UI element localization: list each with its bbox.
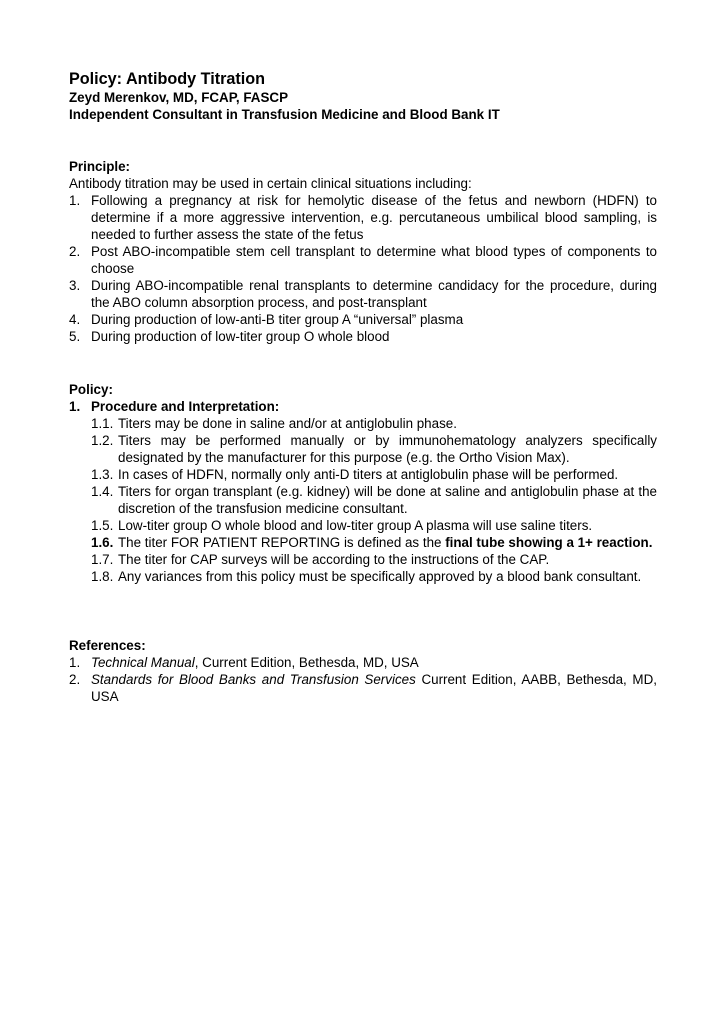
- item-text: During ABO-incompatible renal transplants to determine candidacy for the procedure, during the ABO column absorption process, and post-transplant: [91, 278, 657, 310]
- item-number: 1.: [69, 655, 81, 670]
- item-text: During production of low-titer group O whole blood: [91, 329, 390, 344]
- section-number: 1.: [69, 399, 81, 414]
- policy-item: [69, 517, 657, 534]
- item-number: 1.3.: [91, 467, 114, 482]
- item-text: During production of low-anti-B titer group A “universal” plasma: [91, 312, 464, 327]
- item-text: The titer for CAP surveys will be according to the instructions of the CAP.: [118, 552, 550, 567]
- policy-item: [69, 551, 657, 568]
- references-heading: References:: [69, 638, 146, 653]
- policy-section: [69, 398, 657, 415]
- policy-list: [69, 398, 657, 415]
- item-bold-text: final tube showing a 1+ reaction.: [445, 535, 653, 550]
- principle-item: [69, 328, 657, 345]
- policy-item: [69, 466, 657, 483]
- item-text: Titers may be done in saline and/or at antiglobulin phase.: [118, 416, 457, 431]
- reference-details: Current Edition, AABB, Bethesda, MD, USA: [91, 672, 657, 704]
- item-number: 1.1.: [91, 416, 114, 431]
- item-number: 1.7.: [91, 552, 114, 567]
- item-text: Post ABO-incompatible stem cell transplant to determine what blood types of components to choose: [91, 244, 657, 276]
- item-number: 2.: [69, 244, 81, 259]
- references-list: [69, 654, 657, 705]
- item-number: 2.: [69, 672, 81, 687]
- author-affiliation: Independent Consultant in Transfusion Medicine and Blood Bank IT: [69, 107, 500, 122]
- policy-item: [69, 534, 657, 551]
- reference-item: [69, 671, 657, 705]
- section-title: Procedure and Interpretation:: [91, 399, 280, 414]
- item-text: Titers may be performed manually or by immunohematology analyzers specifically designated by the manufacturer for this purpose (e.g. the Ortho Vision Max).: [118, 433, 657, 465]
- policy-item: [69, 415, 657, 432]
- item-number: 4.: [69, 312, 81, 327]
- policy-item: [69, 483, 657, 517]
- reference-details: , Current Edition, Bethesda, MD, USA: [194, 655, 419, 670]
- item-text: Low-titer group O whole blood and low-titer group A plasma will use saline titers.: [118, 518, 593, 533]
- principle-item: [69, 192, 657, 243]
- item-number: 3.: [69, 278, 81, 293]
- principle-item: [69, 243, 657, 277]
- principle-item: [69, 311, 657, 328]
- policy-item: [69, 568, 657, 585]
- item-number: 1.8.: [91, 569, 114, 584]
- item-text: In cases of HDFN, normally only anti-D titers at antiglobulin phase will be performed.: [118, 467, 619, 482]
- item-number: 1.2.: [91, 433, 114, 448]
- item-text: Titers for organ transplant (e.g. kidney) will be done at saline and antiglobulin phase at the discretion of the transfusion medicine consultant.: [118, 484, 657, 516]
- author-name: Zeyd Merenkov, MD, FCAP, FASCP: [69, 90, 289, 105]
- reference-item: [69, 654, 657, 671]
- item-number: 1.5.: [91, 518, 114, 533]
- policy-heading: Policy:: [69, 382, 113, 397]
- reference-title: Technical Manual: [91, 655, 195, 670]
- policy-sublist: [69, 415, 657, 585]
- item-number: 1.4.: [91, 484, 114, 499]
- policy-item: [69, 432, 657, 466]
- item-number: 5.: [69, 329, 81, 344]
- principle-heading: Principle:: [69, 159, 131, 174]
- item-number: 1.: [69, 193, 81, 208]
- item-text: Any variances from this policy must be specifically approved by a blood bank consultant.: [118, 569, 642, 584]
- document-title: Policy: Antibody Titration: [69, 70, 266, 88]
- principle-item: [69, 277, 657, 311]
- principle-intro: Antibody titration may be used in certain clinical situations including:: [69, 176, 472, 191]
- item-number: 1.6.: [91, 535, 114, 550]
- item-text: Following a pregnancy at risk for hemolytic disease of the fetus and newborn (HDFN) to determine if a more aggressive intervention, e.g. percutaneous umbilical blood sampling, is needed to further assess the state of the fetus: [91, 193, 657, 242]
- item-text: The titer FOR PATIENT REPORTING is defined as the: [118, 535, 446, 550]
- reference-title: Standards for Blood Banks and Transfusion Services: [91, 672, 416, 687]
- document-page: [69, 70, 657, 705]
- principle-list: [69, 192, 657, 345]
